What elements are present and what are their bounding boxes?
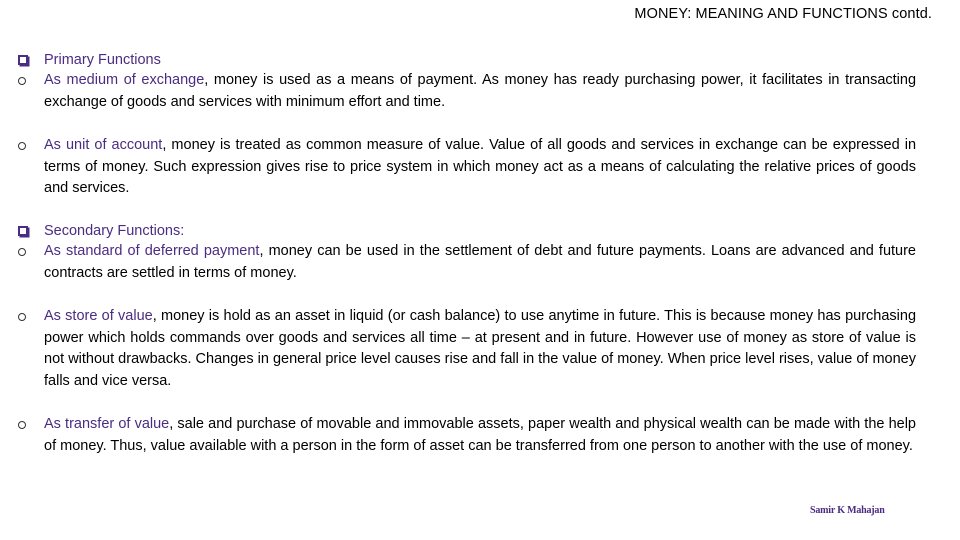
list-item [18,306,916,392]
item-term: As standard of deferred payment [44,243,260,259]
item-text [44,306,916,392]
item-description: , money is treated as common measure of value. Value of all goods and services in exchange can be expressed in terms of money. Such expression gives rise to price system in which money act as a means of calculating the relative prices of goods and services. [44,137,917,196]
item-description: , money is used as a means of payment. As money has ready purchasing power, it facilitates in transacting exchange of goods and services with minimum effort and time. [44,72,917,110]
author-signature: Samir K Mahajan [810,505,885,516]
circle-bullet-icon [18,313,26,321]
item-text [44,414,916,457]
list-item [18,414,916,457]
secondary-functions-section [18,221,916,457]
list-item [18,241,916,284]
item-text [44,135,916,200]
checkbox-bullet-icon [18,226,28,236]
circle-bullet-icon [18,142,26,150]
circle-bullet-icon [18,77,26,85]
item-description: , money is hold as an asset in liquid (or cash balance) to use anytime in future. This is because money has purchasing power which holds commands over goods and services all time – at present and in future. However use of money as store of value is not without drawbacks. Changes in general price level causes rise and fall in the value of money. When price level rises, value of money falls and vice versa. [44,308,917,389]
item-description: , sale and purchase of movable and immovable assets, paper wealth and physical wealth can be made with the help of money. Thus, value available with a person in the form of asset can be transferred from one person to another with the use of money. [44,416,916,454]
page-title: MONEY: MEANING AND FUNCTIONS contd. [634,6,932,22]
checkbox-bullet-icon [18,55,28,65]
primary-functions-heading [18,50,916,70]
item-text [44,70,916,113]
list-item [18,135,916,200]
item-term: As store of value [44,308,153,324]
item-term: As medium of exchange [44,72,205,88]
secondary-functions-heading [18,221,916,241]
circle-bullet-icon [18,421,26,429]
list-item [18,70,916,113]
secondary-functions-title: Secondary Functions: [44,223,185,239]
primary-functions-section [18,50,916,200]
circle-bullet-icon [18,248,26,256]
item-term: As unit of account [44,137,163,153]
item-text [44,241,916,284]
item-term: As transfer of value [44,416,170,432]
primary-functions-title: Primary Functions [44,52,161,68]
item-description: , money can be used in the settlement of debt and future payments. Loans are advanced and future contracts are settled in terms of money. [44,243,916,281]
